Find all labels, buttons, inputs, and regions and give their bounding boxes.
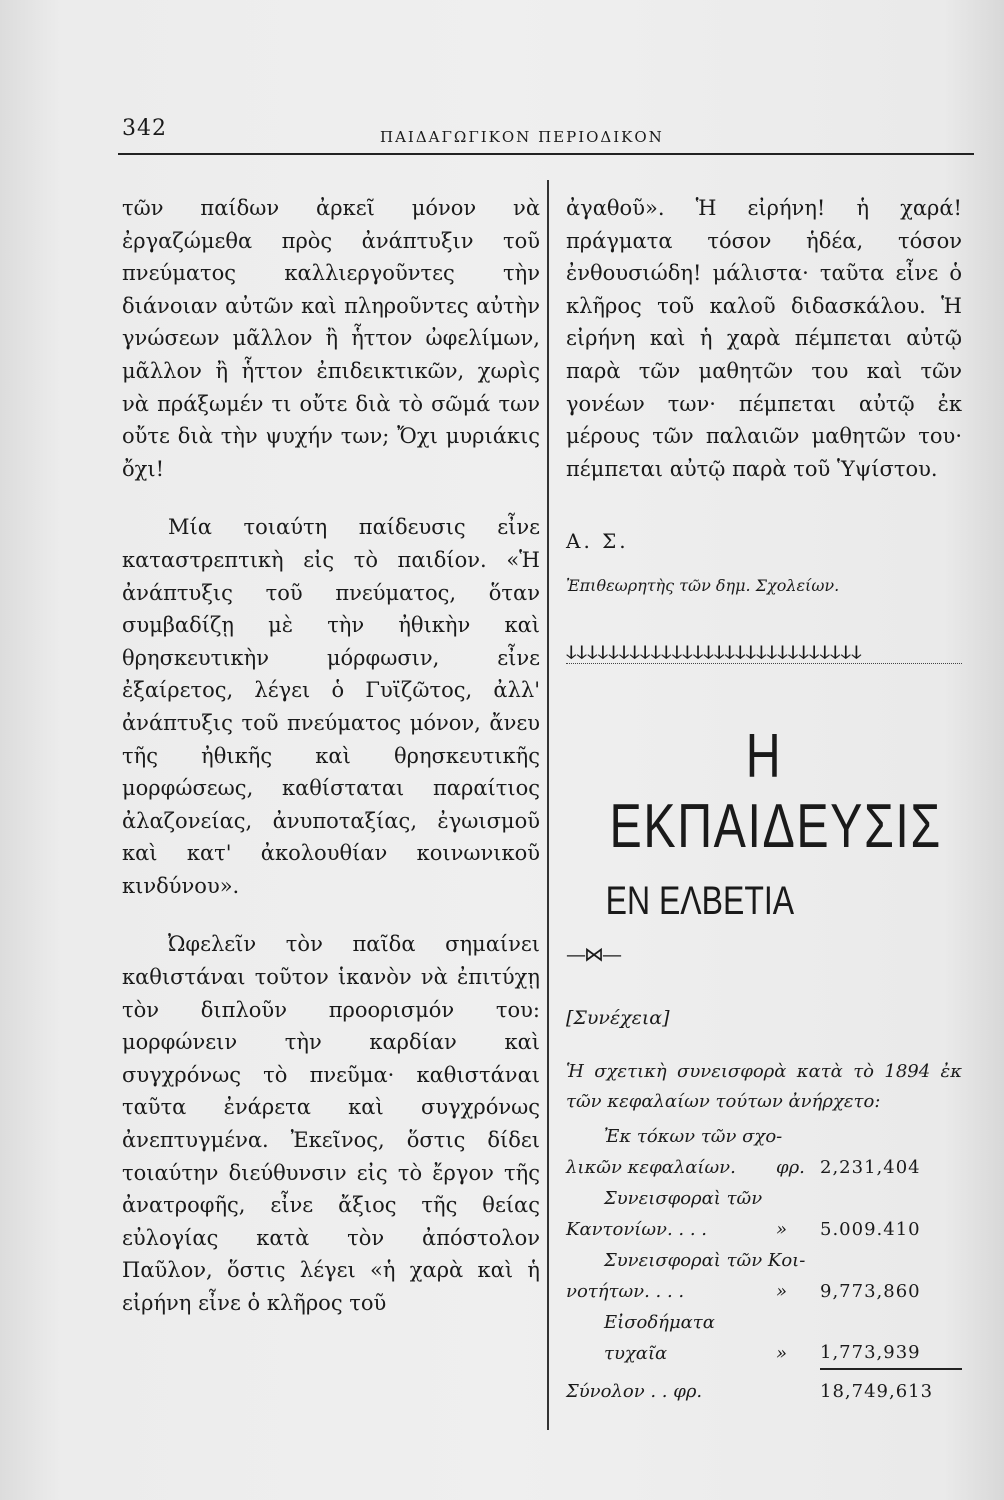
table-row: [566, 1121, 962, 1152]
row-label: Συνεισφοραὶ τῶν: [604, 1187, 763, 1209]
amount: 2,231,404: [820, 1156, 921, 1178]
continued-note: [Συνέχεια]: [566, 1007, 670, 1030]
amount: 5.009.410: [820, 1218, 921, 1240]
paragraph-gap: [122, 485, 540, 511]
paragraph: ἀγαθοῦ». Ἡ εἰρήνη! ἡ χαρά! πράγματα τόσον ἡδέα, τόσον ἐνθουσιώδη! μάλιστα· ταῦτα εἶνε ὁ κλῆρος τοῦ καλοῦ διδασκάλου. Ἡ εἰρήνη καὶ ἡ χαρὰ πέμπεται αὐτῷ παρὰ τῶν μαθητῶν του καὶ τῶν γονέων των· πέμπεται αὐτῷ ἐκ μέρους τῶν παλαιῶν μαθητῶν του· πέμπεται αὐτῷ παρὰ τοῦ Ὑψίστου.: [566, 196, 962, 481]
signature-title: Ἐπιθεωρητὴς τῶν δημ. Σχολείων.: [566, 575, 840, 595]
table-row: [566, 1152, 962, 1183]
right-column: [566, 192, 962, 1407]
table-intro: Ἡ σχετικὴ συνεισφορὰ κατὰ τὸ 1894 ἐκ τῶν κεφαλαίων τούτων ἀνήρχετο:: [566, 1060, 962, 1112]
row-label: λικῶν κεφαλαίων.: [566, 1156, 736, 1178]
currency-mark: »: [776, 1280, 788, 1302]
article-subtitle: ΕΝ ΕΛΒΕΤΙΑ: [605, 878, 795, 923]
table-row: [566, 1183, 962, 1214]
total-row: [566, 1369, 962, 1407]
running-head: ΠΑΙΔΑΓΩΓΙΚΟΝ ΠΕΡΙΟΔΙΚΟΝ: [380, 128, 664, 146]
currency-mark: »: [776, 1218, 788, 1240]
row-label: Εἰσοδήματα τυχαῖα: [604, 1311, 715, 1364]
article-title: Η ΕΚΠΑΙΔΕΥΣΙΣ: [609, 721, 942, 861]
paragraph: τῶν παίδων ἀρκεῖ μόνον νὰ ἐργαζώμεθα πρὸς ἀνάπτυξιν τοῦ πνεύματος καλλιεργοῦντες τὴν διάνοιαν αὐτῶν καὶ πληροῦντες αὐτὴν γνώσεων μᾶλλον ἢ ἧττον ὠφελίμων, μᾶλλον ἢ ἧττον ἐπιδεικτικῶν, χωρὶς νὰ πράξωμέν τι οὔτε διὰ τὸ σῶμά των οὔτε διὰ τὴν ψυχήν των; Ὄχι μυριάκις ὄχι!: [122, 196, 540, 481]
currency-mark: »: [776, 1342, 788, 1364]
amount: 1,773,939: [820, 1341, 921, 1363]
flourish-ornament: —⋈—: [566, 941, 620, 966]
table-row: [566, 1276, 962, 1307]
signature-initials: Α. Σ.: [566, 529, 629, 554]
page-number: 342: [122, 116, 167, 141]
row-label: Ἐκ τόκων τῶν σχο-: [604, 1125, 783, 1147]
amount: 9,773,860: [820, 1280, 921, 1302]
left-column: [122, 192, 540, 1320]
row-label: νοτήτων. . . .: [566, 1280, 685, 1302]
ornament-divider: ↆↆↆↆↆↆↆↆↆↆↆↆↆↆↆↆↆↆↆↆↆↆↆↆↆↆↆↆ: [566, 641, 962, 664]
row-label: Καντονίων. . . .: [566, 1218, 708, 1240]
paragraph: Μία τοιαύτη παίδευσις εἶνε καταστρεπτικὴ εἰς τὸ παιδίον. «Ἡ ἀνάπτυξις τοῦ πνεύματος, ὅταν συμβαδίζῃ μὲ τὴν ἠθικὴν καὶ θρησκευτικὴν μόρφωσιν, εἶνε ἐξαίρετος, λέγει ὁ Γυϊζῶτος, ἀλλ' ἀνάπτυξις τοῦ πνεύματος μόνον, ἄνευ τῆς ἠθικῆς καὶ θρησκευτικῆς μορφώσεως, καθίσταται παραίτιος ἀλαζονείας, ἀνυποταξίας, ἐγωισμοῦ καὶ κατ' ἀκολουθίαν κοινωνικοῦ κινδύνου».: [122, 515, 540, 898]
row-label: Συνεισφοραὶ τῶν Κοι-: [604, 1249, 806, 1271]
paragraph-gap: [122, 902, 540, 928]
currency-mark: φρ.: [776, 1156, 805, 1178]
table-row: [566, 1245, 962, 1276]
table-row: [566, 1214, 962, 1245]
column-divider: [547, 180, 549, 1430]
total-label: Σύνολον . . φρ.: [566, 1380, 703, 1402]
contributions-table: [566, 1121, 962, 1407]
paragraph: Ὠφελεῖν τὸν παῖδα σημαίνει καθιστάναι τοῦτον ἱκανὸν νὰ ἐπιτύχῃ τὸν διπλοῦν προορισμόν του: μορφώνειν τὴν καρδίαν καὶ συγχρόνως τὸ πνεῦμα· καθιστάναι ταῦτα ἐνάρετα καὶ συγχρόνως ἀνεπτυγμένα. Ἐκεῖνος, ὅστις δίδει τοιαύτην διεύθυνσιν εἰς τὸ ἔργον τῆς ἀνατροφῆς, εἶνε ἄξιος τῆς θείας εὐλογίας κατὰ τὸν ἀπόστολον Παῦλον, ὅστις λέγει «ἡ χαρὰ καὶ ἡ εἰρήνη εἶνε ὁ κλῆρος τοῦ: [122, 932, 540, 1315]
table-row: [566, 1307, 962, 1369]
total-amount: 18,749,613: [820, 1369, 962, 1407]
header-rule: [118, 153, 974, 155]
